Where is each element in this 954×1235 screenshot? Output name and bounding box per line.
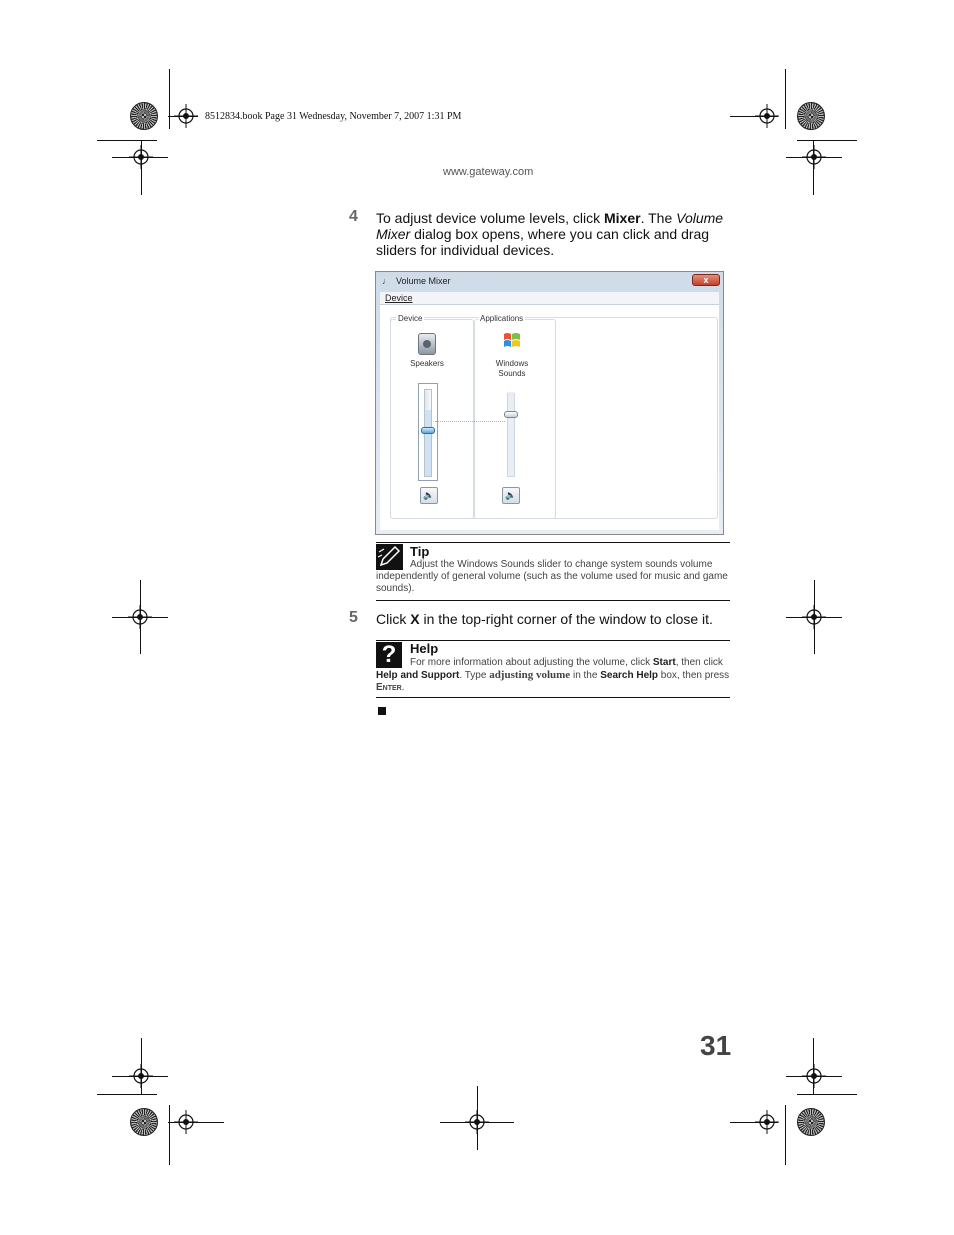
volume-mixer-term: Volume Mixer xyxy=(376,210,724,242)
tip-text: Adjust the Windows Sounds slider to change system sounds volume independently of general volume (such as the volume used for music and game sounds). xyxy=(376,559,728,594)
windows-logo-icon xyxy=(502,331,522,351)
registration-mark-icon xyxy=(174,104,198,128)
registration-mark-icon xyxy=(174,1110,198,1134)
windows-sounds-mute-button[interactable] xyxy=(502,487,520,504)
registration-mark-icon xyxy=(128,605,152,629)
page-number: 31 xyxy=(700,1030,732,1061)
windows-sounds-label: Windows Sounds xyxy=(495,359,529,378)
color-bar-rosette-icon xyxy=(797,1108,825,1136)
mixer-client-area xyxy=(380,305,719,530)
help-text: For more information about adjusting the volume, click Start, then click Help and Support. Type adjusting volume in the Search Help box, then press Enter. xyxy=(376,657,730,693)
applications-group-label: Applications xyxy=(480,314,524,323)
color-bar-rosette-icon xyxy=(130,1108,158,1136)
speaker-device-icon xyxy=(418,333,436,355)
site-url: www.gateway.com xyxy=(443,166,534,178)
registration-mark-icon xyxy=(755,1110,779,1134)
windows-sounds-slider-track[interactable] xyxy=(507,393,515,477)
step-4-text: To adjust device volume levels, click Mixer. The Volume Mixer dialog box opens, where you can click and drag sliders for individual devices. xyxy=(376,210,724,258)
speaker-app-icon: ♩ xyxy=(382,276,391,286)
windows-sounds-slider-thumb[interactable] xyxy=(504,411,518,418)
help-title: Help xyxy=(410,641,439,656)
window-title: Volume Mixer xyxy=(396,276,451,286)
step-number-5: 5 xyxy=(349,609,358,626)
speakers-slider-thumb[interactable] xyxy=(421,427,435,434)
tip-top-rule xyxy=(376,542,730,543)
registration-mark-icon xyxy=(802,605,826,629)
speakers-label: Speakers xyxy=(410,359,444,368)
registration-mark-icon xyxy=(129,145,153,169)
color-bar-rosette-icon xyxy=(797,102,825,130)
x-term: X xyxy=(410,611,420,627)
color-bar-rosette-icon xyxy=(130,102,158,130)
menu-item-device[interactable]: Device xyxy=(385,293,413,303)
step-number-4: 4 xyxy=(349,208,358,225)
registration-mark-icon xyxy=(802,1064,826,1088)
speaker-volume-icon: 🔈 xyxy=(423,490,435,500)
windows-sounds-volume-fill xyxy=(508,392,514,476)
device-group-label: Device xyxy=(398,314,423,323)
menu-bar xyxy=(380,292,719,305)
help-bottom-rule xyxy=(376,697,730,698)
step-5-text: Click X in the top-right corner of the window to close it. xyxy=(376,611,713,627)
registration-mark-icon xyxy=(755,104,779,128)
registration-mark-icon xyxy=(802,145,826,169)
tip-title: Tip xyxy=(410,544,430,559)
speakers-volume-fill xyxy=(425,410,431,476)
print-slug: 8512834.book Page 31 Wednesday, November 7, 2007 1:31 PM xyxy=(205,111,462,122)
close-button[interactable]: x xyxy=(692,274,720,286)
volume-mixer-window xyxy=(375,271,724,535)
level-connector-line xyxy=(435,421,505,422)
speakers-mute-button[interactable] xyxy=(420,487,438,504)
mixer-term: Mixer xyxy=(604,210,641,226)
help-question-icon: ? xyxy=(376,642,402,668)
end-of-section-mark xyxy=(378,707,386,715)
registration-mark-icon xyxy=(465,1110,489,1134)
speaker-volume-icon: 🔈 xyxy=(505,490,517,500)
tip-bottom-rule xyxy=(376,600,730,601)
registration-mark-icon xyxy=(129,1064,153,1088)
